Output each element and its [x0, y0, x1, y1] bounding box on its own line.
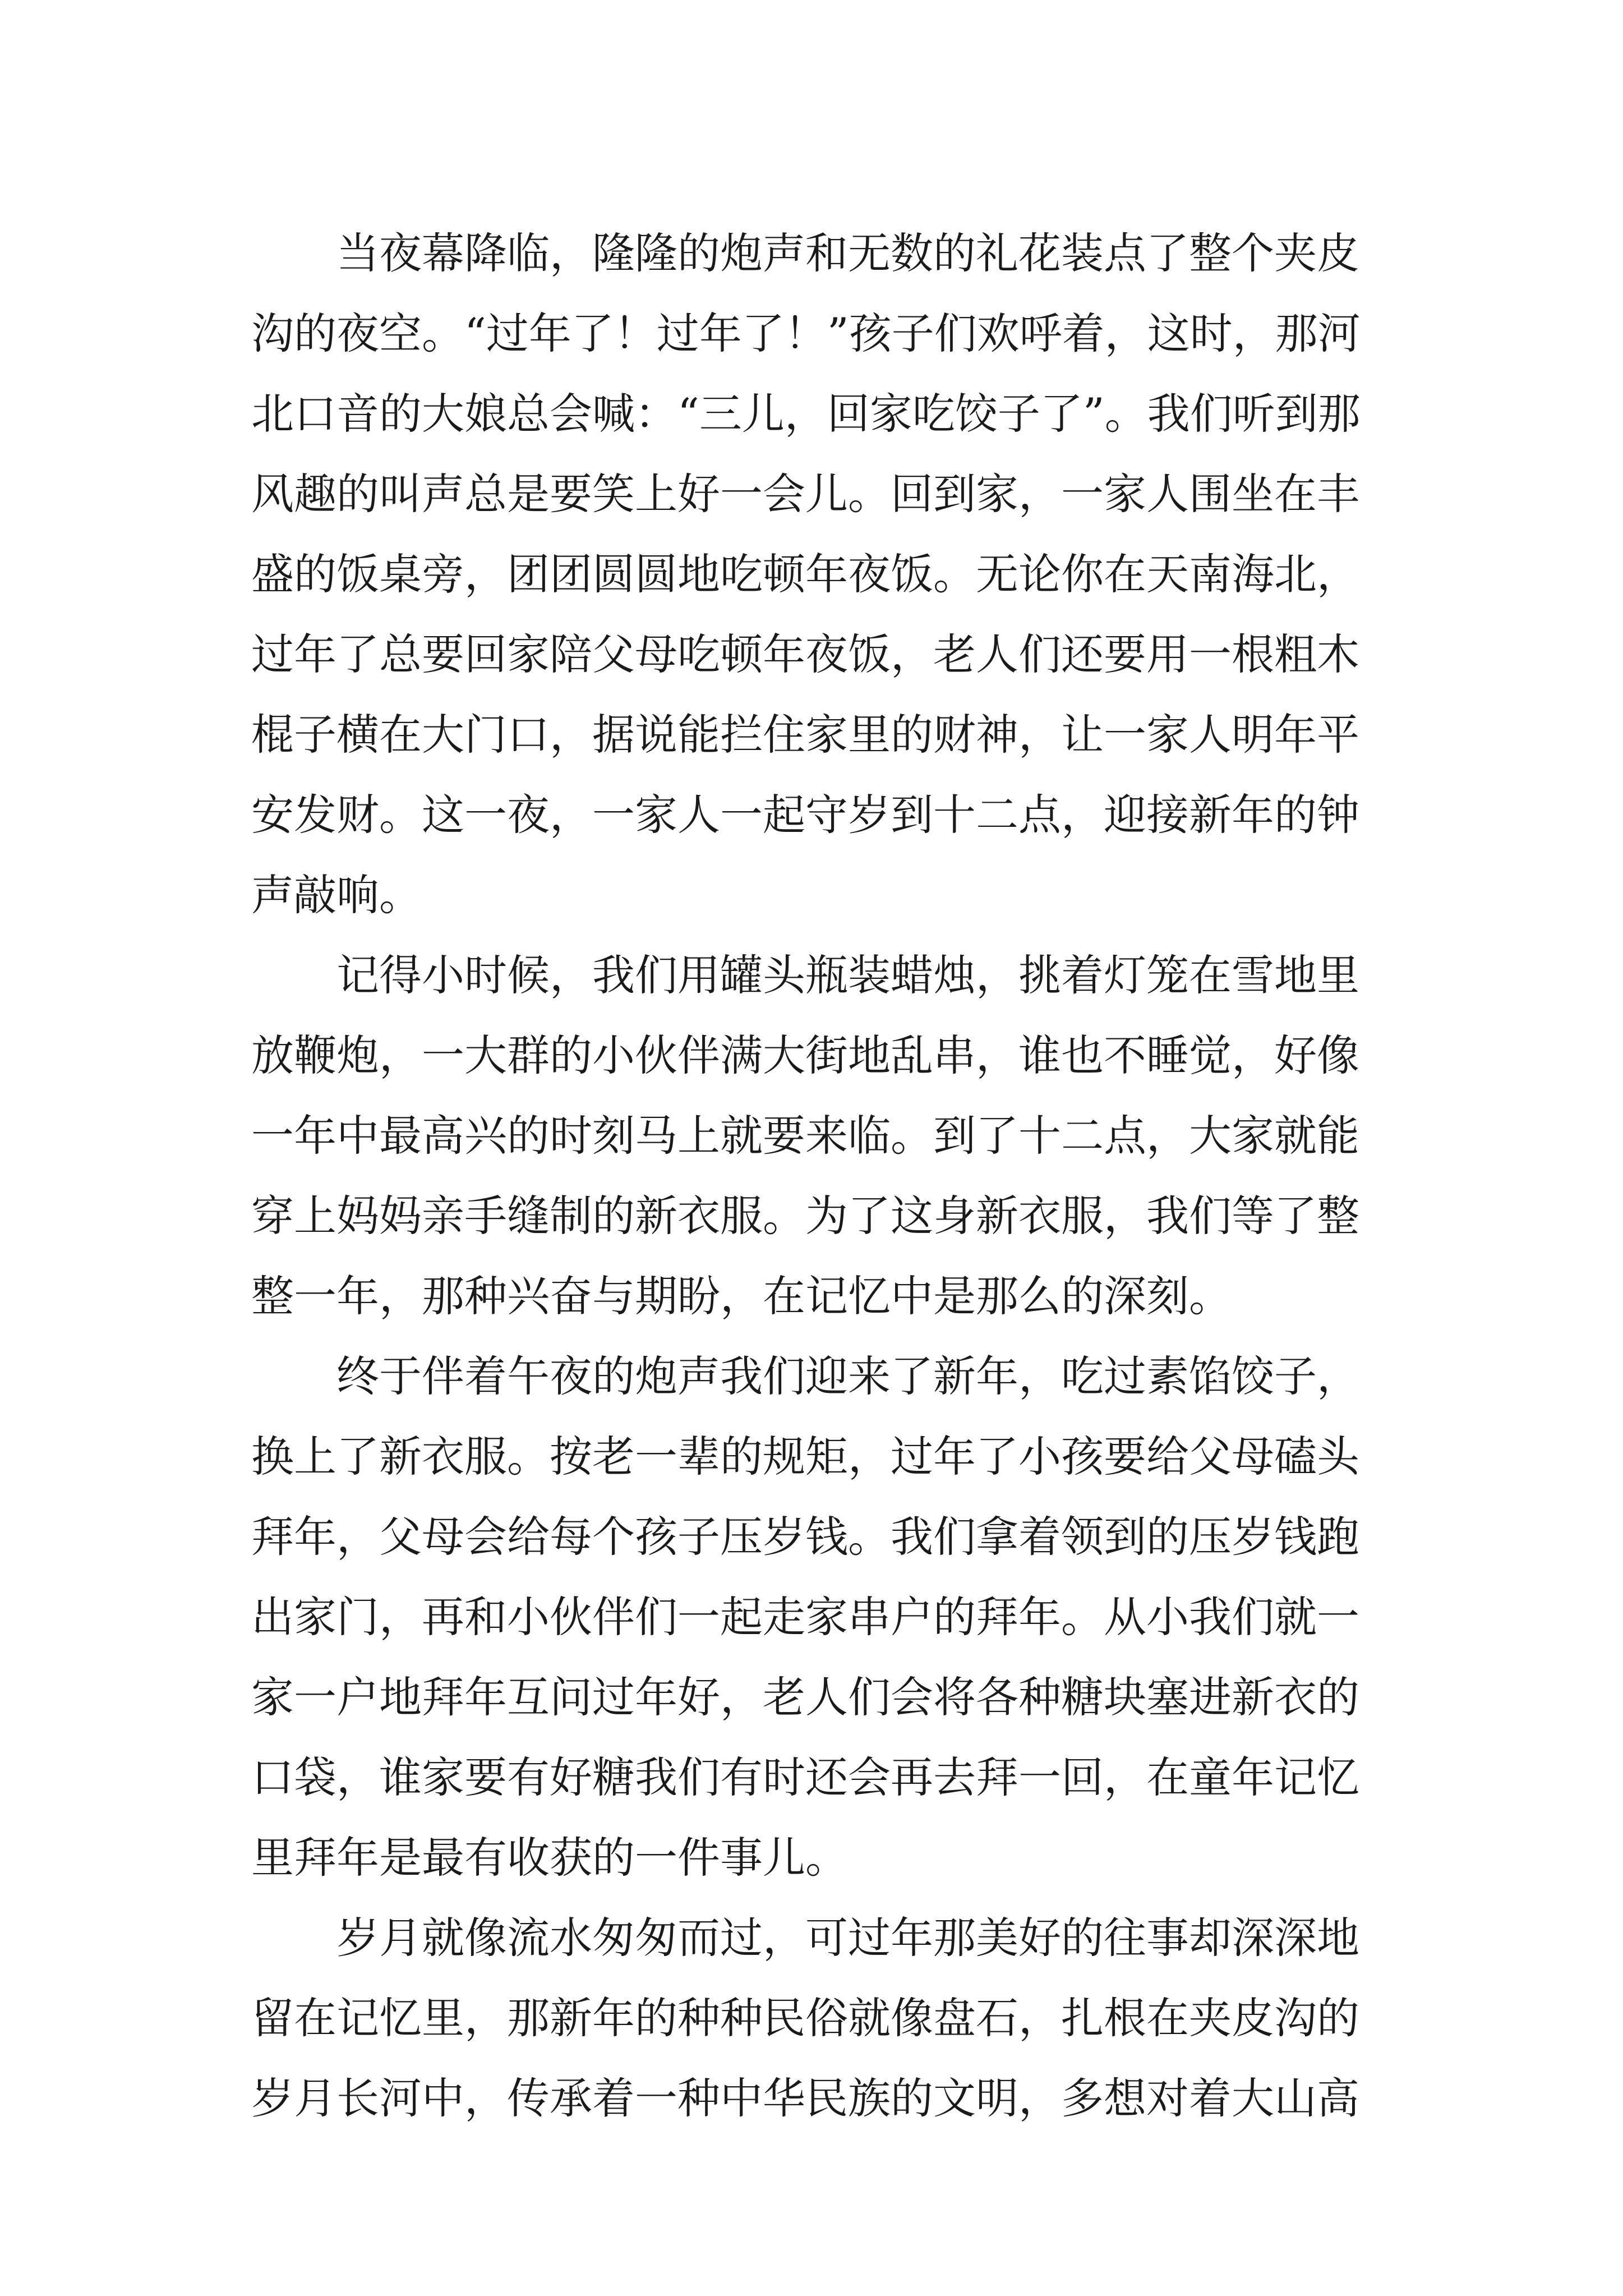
paragraph-4: [251, 1898, 1401, 2138]
paragraph-1: [251, 213, 1401, 935]
paragraph-line: 放鞭炮，一大群的小伙伴满大街地乱串，谁也不睡觉，好像: [251, 1030, 1359, 1080]
paragraph-line: 声敲响。: [251, 870, 422, 920]
paragraph-line: 留在记忆里，那新年的种种民俗就像盘石，扎根在夹皮沟的: [251, 1993, 1359, 2043]
paragraph-line: 棍子横在大门口，据说能拦住家里的财神，让一家人明年平: [251, 710, 1359, 760]
paragraph-line: 终于伴着午夜的炮声我们迎来了新年，吃过素馅饺子，: [336, 1351, 1359, 1401]
paragraph-line: 整一年，那种兴奋与期盼，在记忆中是那么的深刻。: [251, 1271, 1232, 1321]
paragraph-line: 岁月长河中，传承着一种中华民族的文明，多想对着大山高: [251, 2073, 1359, 2123]
paragraph-line: 拜年，父母会给每个孩子压岁钱。我们拿着领到的压岁钱跑: [251, 1512, 1359, 1562]
paragraph-line: 出家门，再和小伙伴们一起走家串户的拜年。从小我们就一: [251, 1592, 1359, 1642]
paragraph-line: 沟的夜空。“过年了！过年了！”孩子们欢呼着，这时，那河: [251, 309, 1361, 358]
paragraph-line: 岁月就像流水匆匆而过，可过年那美好的往事却深深地: [336, 1913, 1359, 1963]
paragraph-line: 口袋，谁家要有好糖我们有时还会再去拜一回，在童年记忆: [251, 1752, 1359, 1802]
paragraph-line: 换上了新衣服。按老一辈的规矩，过年了小孩要给父母磕头: [251, 1432, 1359, 1481]
paragraph-line: 穿上妈妈亲手缝制的新衣服。为了这身新衣服，我们等了整: [251, 1191, 1359, 1241]
paragraph-line: 盛的饭桌旁，团团圆圆地吃顿年夜饭。无论你在天南海北，: [251, 549, 1359, 599]
paragraph-line: 里拜年是最有收获的一件事儿。: [251, 1833, 848, 1883]
paragraph-line: 过年了总要回家陪父母吃顿年夜饭，老人们还要用一根粗木: [251, 629, 1359, 679]
paragraph-line: 风趣的叫声总是要笑上好一会儿。回到家，一家人围坐在丰: [251, 469, 1359, 519]
paragraph-line: 记得小时候，我们用罐头瓶装蜡烛，挑着灯笼在雪地里: [336, 950, 1359, 1000]
paragraph-line: 北口音的大娘总会喊：“三儿，回家吃饺子了”。我们听到那: [251, 389, 1361, 439]
paragraph-3: [251, 1336, 1401, 1898]
paragraph-line: 安发财。这一夜，一家人一起守岁到十二点，迎接新年的钟: [251, 790, 1359, 840]
document-body: [251, 213, 1401, 2138]
paragraph-2: [251, 935, 1401, 1336]
paragraph-line: 当夜幕降临，隆隆的炮声和无数的礼花装点了整个夹皮: [336, 228, 1359, 278]
paragraph-line: 家一户地拜年互问过年好，老人们会将各种糖块塞进新衣的: [251, 1672, 1359, 1722]
paragraph-line: 一年中最高兴的时刻马上就要来临。到了十二点，大家就能: [251, 1111, 1359, 1161]
